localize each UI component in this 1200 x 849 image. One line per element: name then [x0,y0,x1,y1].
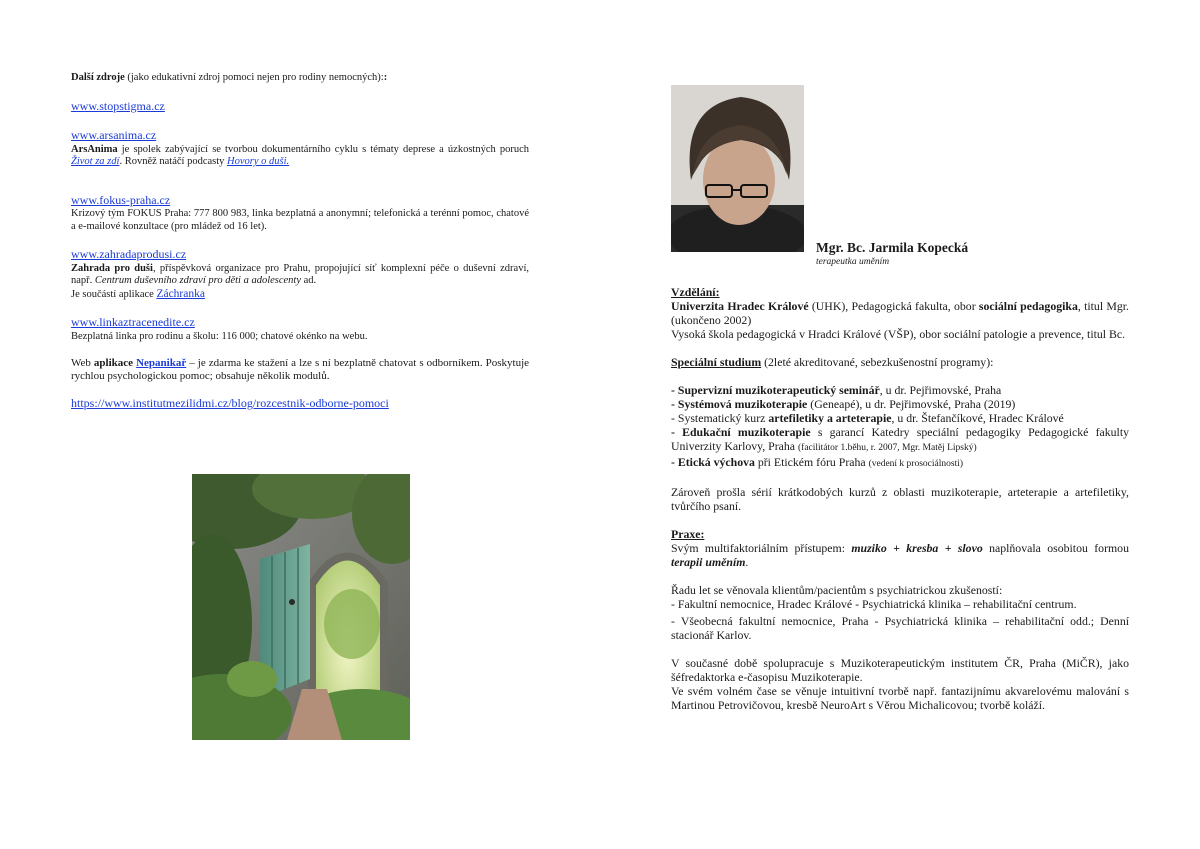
arsanima-description [71,144,529,169]
special-study-rest: (2leté akreditované, sebezkušenostní programy): [761,355,994,369]
education-vsp: Vysoká škola pedagogická v Hradci Králové (VŠP), obor sociální patologie a prevence, titul Bc. [671,327,1126,341]
uhk-text-2: , titul Mgr. (ukončeno 2002) [671,299,1129,327]
linka-description: Bezplatná linka pro rodinu a školu: 116 000; chatové okénko na webu. [71,330,368,342]
study-item-note: (vedení k prosociálnosti) [868,459,964,469]
zahrada-description [71,263,529,288]
arsanima-name: ArsAnima [71,143,118,155]
cv-column [671,285,1129,712]
study-item [671,397,1129,411]
link-nepanikar[interactable]: Nepanikař [136,357,187,369]
study-item-text: , u dr. Pejřimovské, Praha [879,383,1002,397]
uhk-text: (UHK), Pedagogická fakulta, obor [808,299,979,313]
link-arsanima[interactable]: www.arsanima.cz [71,128,157,142]
resources-column [71,72,529,412]
practice-text-3: . [745,555,749,569]
zahrada-text-2: ad. [301,275,317,286]
heading-rest: (jako edukativní zdroj pomoci nejen pro rodiny nemocných): [124,72,384,83]
study-item [671,383,1129,397]
practice-text-2: naplňovala osobitou formou [982,541,1129,555]
uhk-name: Univerzita Hradec Králové [671,299,809,313]
link-zachranka[interactable]: Záchranka [156,287,205,300]
zahrada-name: Zahrada pro duši [71,262,153,274]
practice-heading: Praxe: [671,527,705,541]
link-stopstigma[interactable]: www.stopstigma.cz [71,98,165,113]
study-item [671,455,1129,471]
study-item-text: (Geneapé), u dr. Pejřimovské, Praha (2019) [807,397,1016,411]
uhk-field: sociální pedagogika [978,299,1078,313]
study-item-note: (facilitátor 1.běhu, r. 2007, Mgr. Matěj Lipský) [798,443,977,453]
garden-door-photo [192,474,410,740]
clients-item: - Všeobecná fakultní nemocnice, Praha - Psychiatrická klinika – rehabilitační odd.; Denní stacionář Karlov. [671,614,1129,642]
arsanima-text: je spolek zabývající se tvorbou dokumentárního cyklu s tématy deprese a úzkostných poruch [117,143,529,155]
practice-formula: muziko + kresba + slovo [851,541,983,555]
clients-intro: Řadu let se věnovala klientům/pacientům s psychiatrickou zkušeností: [671,583,1003,597]
web-bold: aplikace [93,357,134,369]
study-item [671,411,1129,425]
fokus-description: Krizový tým FOKUS Praha: 777 800 983, linka bezplatná a anonymní; telefonická a terénní pomoc, chatové a e-mailové konzultace (pro mládež od 16 let). [71,208,529,232]
arsanima-text-2: . Rovněž natáčí podcasty [119,156,228,167]
current-work: V současné době spolupracuje s Muzikoterapeutickým institutem ČR, Praha (MiČR), jako šéfredaktorka e-časopisu Muzikoterapie. [671,656,1129,684]
resources-heading: Další zdroje (jako edukativní zdroj pomoci nejen pro rodiny nemocných):: [71,72,388,83]
study-item-title: - Systémová muzikoterapie [671,397,808,411]
profile-name: Mgr. Bc. Jarmila Kopecká [816,240,969,255]
study-item-text: , u dr. Štefančíkové, Hradec Králové [891,411,1064,425]
link-zahrada[interactable]: www.zahradaprodusi.cz [71,247,187,261]
study-item-title: - Supervizní muzikoterapeutický seminář [671,383,880,397]
zachranka-line [71,288,529,302]
profile-role: terapeutka uměním [816,257,890,267]
link-fokus[interactable]: www.fokus-praha.cz [71,192,171,207]
web-text: Web [71,357,94,369]
study-item-title: - Etická výchova [671,455,755,469]
practice-therapy: terapii uměním [671,555,746,569]
zachranka-text: Je součástí aplikace [71,288,157,300]
clients-item: - Fakultní nemocnice, Hradec Králové - Psychiatrická klinika – rehabilitační centrum. [671,597,1077,611]
portrait-photo [671,85,804,252]
special-study-heading [671,355,1129,369]
practice-approach [671,541,1129,569]
heading-bold: Další zdroje [71,72,125,83]
link-zivot-za-zdi[interactable]: Život za zdí [71,156,120,167]
study-item-title: artefiletiky a arteterapie [768,411,892,425]
education-heading: Vzdělání: [671,285,720,299]
zahrada-italic: Centrum duševního zdraví pro děti a adolescenty [94,275,301,286]
education-uhk [671,299,1129,327]
zahrada-text: , příspěvková organizace pro Prahu, propojující síť komplexní péče o duševní zdraví, např. [71,262,529,286]
link-hovory-o-dusi[interactable]: Hovory o duši. [227,156,290,167]
nepanikar-description [71,357,529,382]
link-institut[interactable]: https://www.institutmezilidmi.cz/blog/rozcestnik-odborne-pomoci [71,396,389,410]
link-linka[interactable]: www.linkaztracenedite.cz [71,315,195,329]
study-item-text: s garancí Katedry speciální pedagogiky Pedagogické fakulty Univerzity Karlovy, Praha [671,425,1129,453]
free-time: Ve svém volném čase se věnuje intuitivní tvorbě např. fantazijnímu akvarelovému malování s Martinou Petrovičovou, kresbě NeuroArt s Věrou Michalicovou; tvorbě koláží. [671,684,1129,712]
study-item-text: - Systematický kurz [671,411,769,425]
study-item-text: při Etickém fóru Praha [754,455,869,469]
study-item [671,425,1129,455]
practice-text: Svým multifaktoriálním přístupem: [671,541,852,555]
special-study-title: Speciální studium [671,355,762,369]
web-text-2: – je zdarma ke stažení a lze s ní bezplatně chatovat s odborníkem. Poskytuje rychlou psychologickou pomoc; obsahuje několik modulů. [71,357,530,382]
special-study-note: Zároveň prošla sérií krátkodobých kurzů z oblasti muzikoterapie, arteterapie a artefiletiky, tvůrčího psaní. [671,485,1129,513]
profile-name-block [816,240,968,268]
study-item-title: - Edukační muzikoterapie [671,425,811,439]
